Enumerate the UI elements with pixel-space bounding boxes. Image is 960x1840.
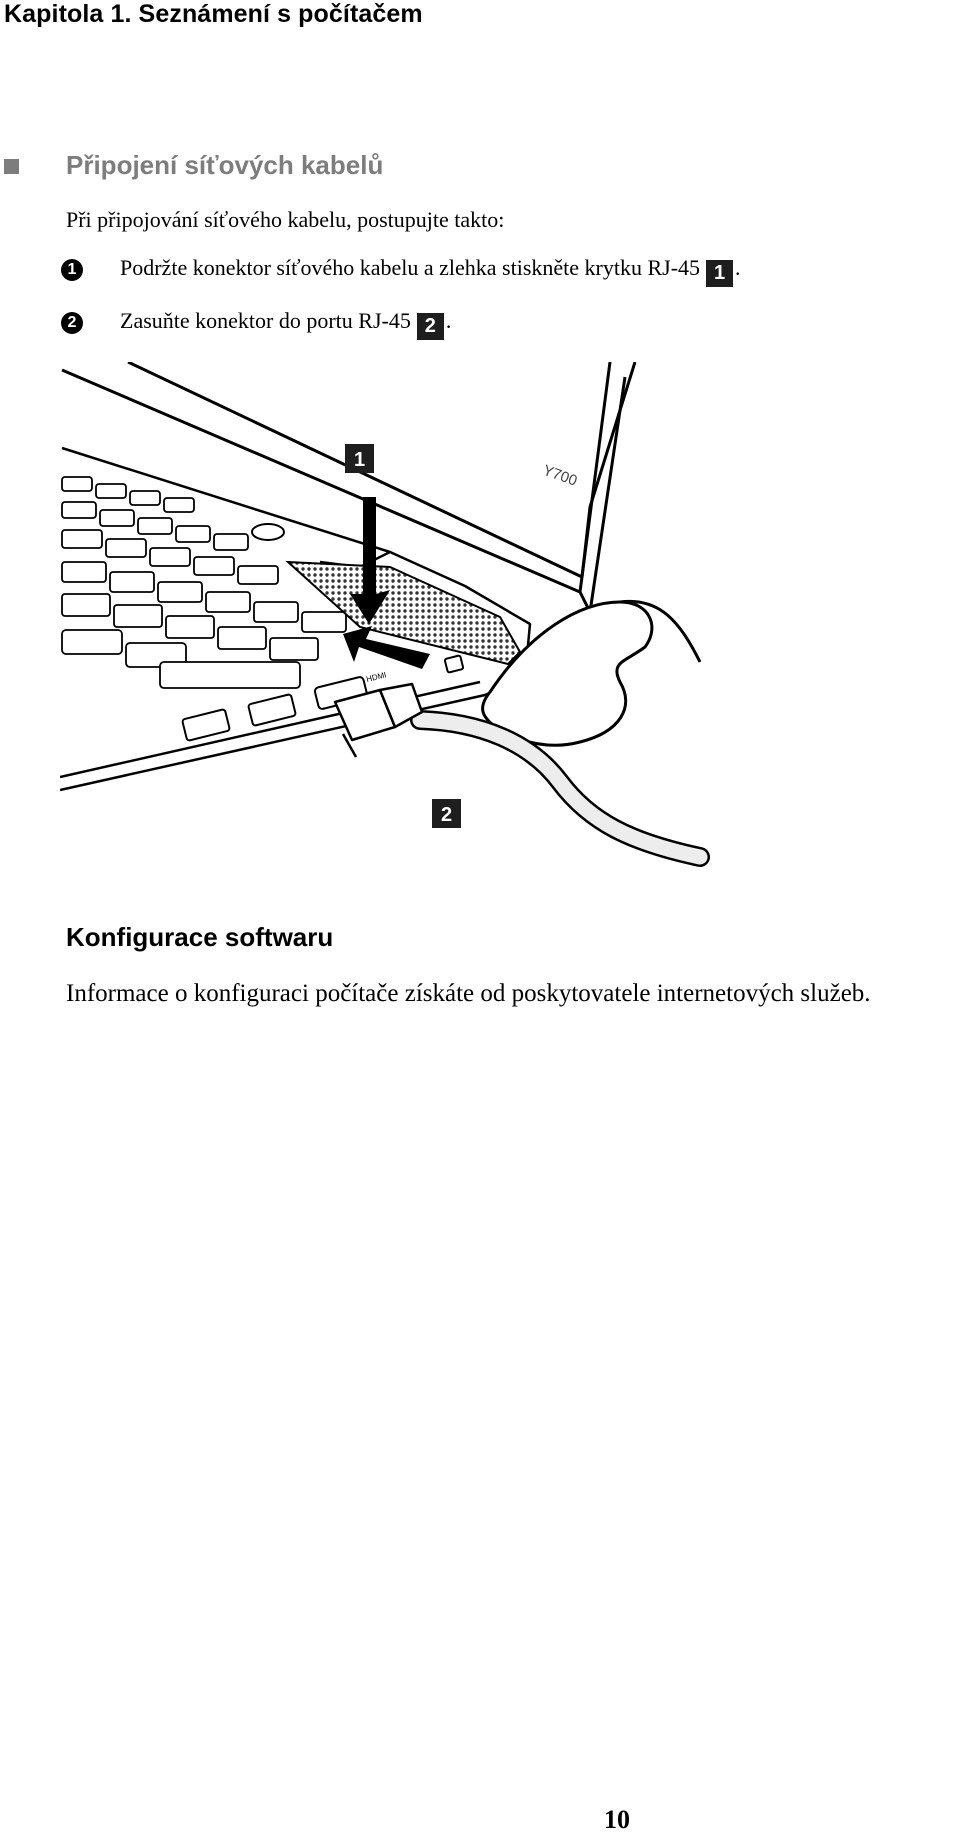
step-2-text: Zasuňte konektor do portu RJ-45 [120,308,411,333]
hand-illustration [483,602,652,745]
page-number: 10 [604,1805,630,1834]
audio-port [445,655,464,672]
step-2-callout: 2 [417,313,444,340]
step-1-callout: 1 [706,260,733,287]
laptop-ethernet-illustration [60,362,760,882]
diagram-callout-2: 2 [440,804,453,826]
usb-port-2 [248,694,296,726]
config-title: Konfigurace softwaru [66,922,334,952]
diagram-callout-1: 1 [353,449,366,471]
keyboard [62,477,346,688]
chapter-header: Kapitola 1. Seznámení s počítačem [4,0,423,28]
power-button-icon [252,524,284,540]
step-1-text: Podržte konektor síťového kabelu a zlehka stiskněte krytku RJ-45 [120,255,701,280]
step-1-end: . [735,255,741,280]
hdmi-label: HDMI [365,670,388,684]
step-2-text-line [120,308,451,340]
section-bullet-icon [4,159,19,174]
step-2-number: 2 [61,312,83,334]
step-2-end: . [445,308,452,333]
config-text: Informace o konfiguraci počítače získáte od poskytovatele internetových služeb. [66,980,871,1007]
step-1-number: 1 [61,259,83,281]
intro-text: Při připojování síťového kabelu, postupujte takto: [66,207,505,232]
section-title: Připojení síťových kabelů [66,150,384,180]
usb-port-1 [182,709,230,741]
model-label: Y700 [540,461,580,490]
step-1-text-line [120,255,741,287]
